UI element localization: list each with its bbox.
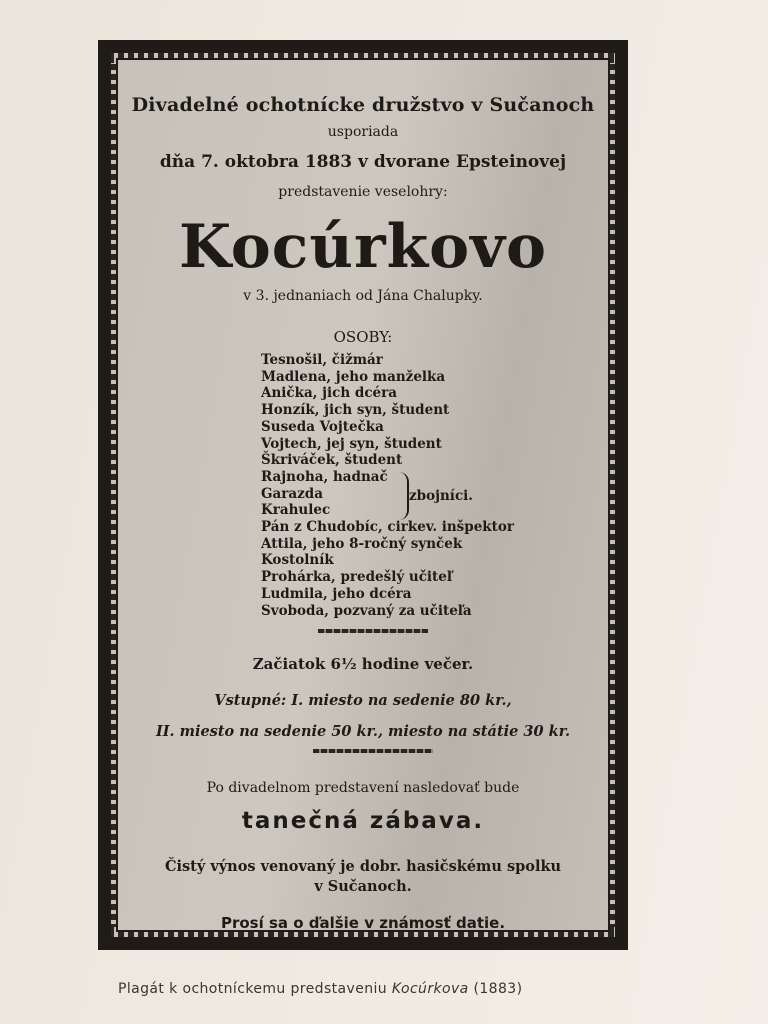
brace-label: zbojníci. (409, 488, 473, 504)
cast-item: Madlena, jeho manželka (261, 368, 446, 385)
cast-item: Suseda Vojtečka (261, 418, 384, 435)
start-time-line: Začiatok 6½ hodine večer. (252, 655, 474, 673)
play-title: Kocúrkovo (178, 212, 548, 282)
admission-line-1: Vstupné: I. miesto na sedenie 80 kr., (214, 692, 512, 709)
admission-line-2: II. miesto na sedenie 50 kr., miesto na státie 30 kr. (155, 723, 571, 740)
divider-rule (318, 629, 428, 633)
cast-item: Anička, jich dcéra (261, 385, 397, 402)
cast-item: Svoboda, pozvaný za učiteľa (261, 602, 472, 619)
date-line: dňa 7. oktobra 1883 v dvorane Epsteinovej (159, 152, 567, 172)
cast-item: Garazda (261, 485, 323, 502)
cast-item: Rajnoha, hadnač (261, 468, 388, 485)
cast-item: Kostolník (261, 552, 334, 569)
cast-item: Honzík, jich syn, študent (261, 402, 450, 419)
cast-heading: OSOBY: (333, 328, 393, 346)
acts-line: v 3. jednaniach od Jána Chalupky. (243, 288, 483, 304)
caption-title: Kocúrkova (391, 981, 469, 997)
show-line: predstavenie veselohry: (278, 184, 448, 200)
divider-rule (313, 749, 433, 753)
dance-line: tanečná zábava. (241, 808, 485, 834)
cast-item: Pán z Chudobíc, cirkev. inšpektor (261, 519, 514, 536)
proceeds-line-2: v Sučanoch. (314, 878, 412, 895)
cast-list (261, 352, 514, 619)
organizer-line: Divadelné ochotnícke družstvo v Sučanoch (131, 94, 595, 116)
after-show-line: Po divadelnom predstavení nasledovať bude (206, 780, 520, 796)
caption-year: (1883) (473, 981, 523, 997)
cast-item: Prohárka, predešlý učiteľ (261, 569, 453, 586)
brace-mark (399, 472, 409, 520)
cast-item: Ludmila, jeho dcéra (261, 585, 412, 602)
proceeds-line-1: Čistý výnos venovaný je dobr. hasičskému spolku (164, 858, 562, 875)
caption-prefix: Plagát k ochotníckemu predstaveniu (118, 981, 388, 997)
cast-item: Tesnošil, čižmár (261, 352, 383, 368)
cast-item: Škriváček, študent (261, 452, 403, 469)
poster (98, 40, 628, 950)
cast-item: Krahulec (261, 502, 331, 519)
poster-body (116, 58, 610, 932)
cast-item: Attila, jeho 8-ročný synček (261, 535, 463, 552)
cast-item: Vojtech, jej syn, študent (261, 435, 442, 452)
caption (118, 981, 522, 997)
arranges-line: usporiada (327, 124, 399, 140)
request-line: Prosí sa o ďalšie v známosť datie. (220, 914, 506, 932)
